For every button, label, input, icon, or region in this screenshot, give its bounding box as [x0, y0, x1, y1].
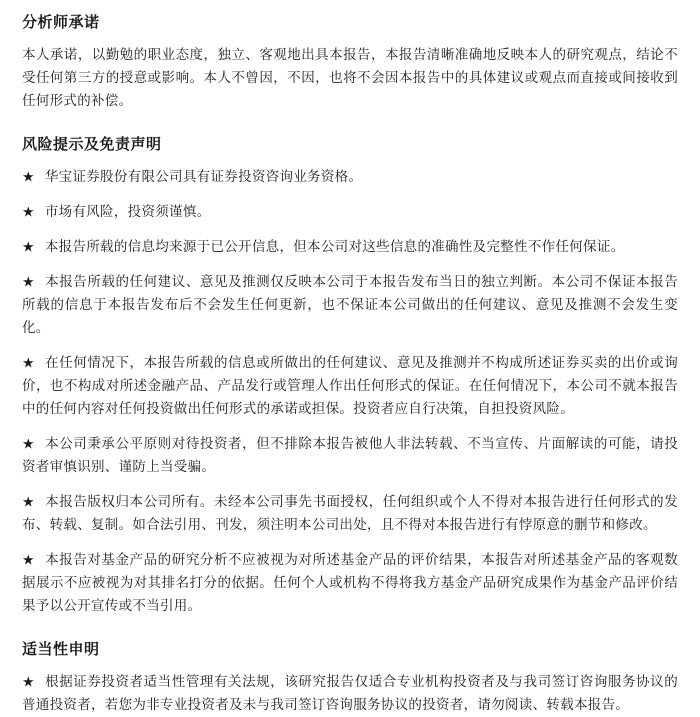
paragraph-text: 本报告所载的信息均来源于已公开信息，但本公司对这些信息的准确性及完整性不作任何保证。	[44, 239, 625, 255]
star-bullet-icon: ★	[22, 355, 35, 372]
paragraph	[22, 236, 678, 259]
star-bullet-icon: ★	[22, 494, 35, 511]
paragraph	[22, 271, 678, 340]
paragraph	[22, 201, 678, 224]
star-bullet-icon: ★	[22, 169, 35, 186]
paragraph	[22, 166, 678, 189]
paragraph	[22, 491, 678, 537]
sections-container	[22, 12, 678, 717]
star-bullet-icon: ★	[22, 239, 35, 256]
section-heading: 风险提示及免责声明	[22, 135, 162, 153]
paragraph-text: 本公司秉承公平原则对待投资者，但不排除本报告被他人非法转载、不当宣传、片面解读的可能，请投资者审慎识别、谨防上当受骗。	[22, 436, 678, 475]
paragraph-text: 本人承诺，以勤勉的职业态度，独立、客观地出具本报告，本报告清晰准确地反映本人的研究观点，结论不受任何第三方的授意或影响。本人不曾因，不因，也将不会因本报告中的具体建议或观点而直接或间接收到任何形式的补偿。	[22, 47, 678, 109]
document-section	[22, 134, 678, 618]
document-section	[22, 12, 678, 113]
paragraph	[22, 352, 678, 421]
section-heading: 分析师承诺	[22, 13, 100, 31]
document-section	[22, 639, 678, 717]
section-paragraphs	[22, 671, 678, 717]
paragraph-text: 华宝证券股份有限公司具有证券投资咨询业务资格。	[44, 169, 363, 185]
paragraph-text: 本报告版权归本公司所有。未经本公司事先书面授权，任何组织或个人不得对本报告进行任何形式的发布、转载、复制。如合法引用、刊发，须注明本公司出处，且不得对本报告进行有悖原意的删节和修改。	[22, 494, 678, 533]
paragraph	[22, 549, 678, 618]
section-heading: 适当性申明	[22, 640, 100, 658]
paragraph-text: 本报告所载的任何建议、意见及推测仅反映本公司于本报告发布当日的独立判断。本公司不保证本报告所载的信息于本报告发布后不会发生任何更新，也不保证本公司做出的任何建议、意见及推测不会发生变化。	[22, 274, 678, 336]
paragraph-text: 本报告对基金产品的研究分析不应被视为对所述基金产品的评价结果，本报告对所述基金产品的客观数据展示不应被视为对其排名打分的依据。任何个人或机构不得将我方基金产品研究成果作为基金产品评价结果予以公开宣传或不当引用。	[22, 552, 678, 614]
star-bullet-icon: ★	[22, 674, 35, 691]
star-bullet-icon: ★	[22, 274, 35, 291]
star-bullet-icon: ★	[22, 436, 35, 453]
paragraph	[22, 44, 678, 113]
paragraph	[22, 671, 678, 717]
section-paragraphs	[22, 166, 678, 618]
section-paragraphs	[22, 44, 678, 113]
paragraph-text: 在任何情况下，本报告所载的信息或所做出的任何建议、意见及推测并不构成所述证券买卖的出价或询价，也不构成对所述金融产品、产品发行或管理人作出任何形式的保证。在任何情况下，本公司不就本报告中的任何内容对任何投资做出任何形式的承诺或担保。投资者应自行决策，自担投资风险。	[22, 355, 678, 417]
paragraph	[22, 433, 678, 479]
paragraph-text: 市场有风险，投资须谨慎。	[44, 204, 211, 220]
paragraph-text: 根据证券投资者适当性管理有关法规，该研究报告仅适合专业机构投资者及与我司签订咨询服务协议的普通投资者，若您为非专业投资者及未与我司签订咨询服务协议的投资者，请勿阅读、转载本报告。	[22, 674, 678, 713]
star-bullet-icon: ★	[22, 204, 35, 221]
star-bullet-icon: ★	[22, 552, 35, 569]
